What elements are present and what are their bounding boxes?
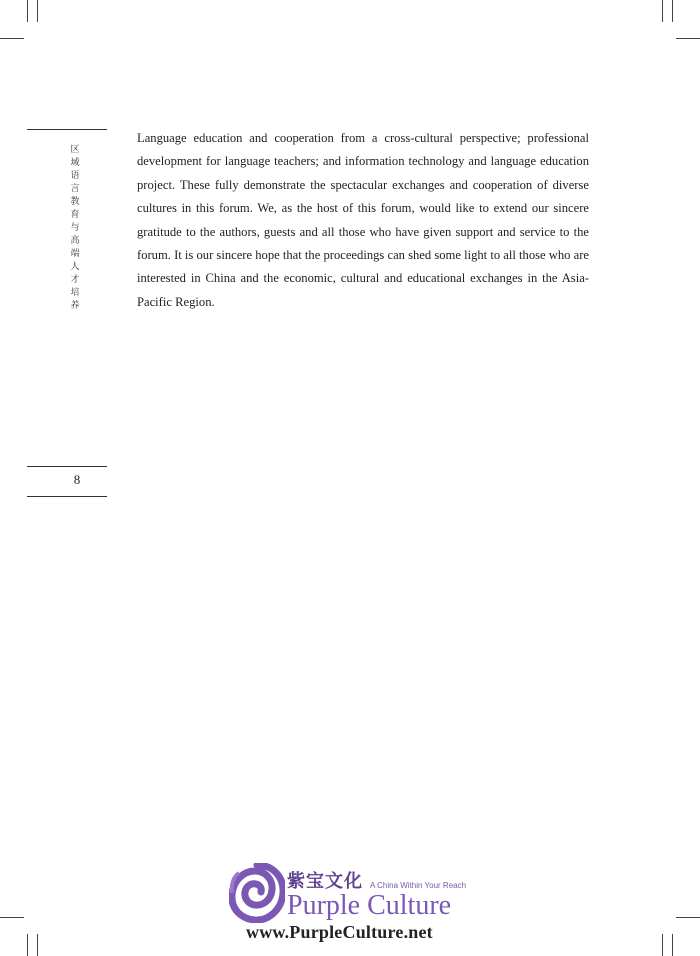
watermark-name-cn: 紫宝文化: [287, 871, 363, 892]
body-paragraph: Language education and cooperation from a cross-cultural perspective; professional development for language teachers; and information technology and language education project. These fully demonstrate the spectacular exchanges and cooperation of diverse cultures in this forum. We, as the host of this forum, would like to extend our sincere gratitude to the authors, guests and all those who have given support and service to the forum. It is our sincere hope that the proceedings can shed some light to all those who are interested in China and the economic, cultural and educational exchanges in the Asia-Pacific Region.: [137, 131, 589, 309]
running-title: 区域语言教育与高端人才培养: [70, 145, 80, 311]
page-number-top-rule: [27, 466, 107, 467]
purple-swirl-logo-icon: [229, 863, 285, 923]
sidebar-top-rule: [27, 129, 107, 130]
page-number: 8: [73, 472, 81, 487]
watermark-name-en: Purple Culture: [287, 890, 452, 921]
watermark-tagline: A China Within Your Reach: [370, 881, 467, 890]
page-number-bottom-rule: [27, 496, 107, 497]
watermark-logo: [229, 863, 474, 943]
watermark-url: www.PurpleCulture.net: [246, 922, 433, 942]
